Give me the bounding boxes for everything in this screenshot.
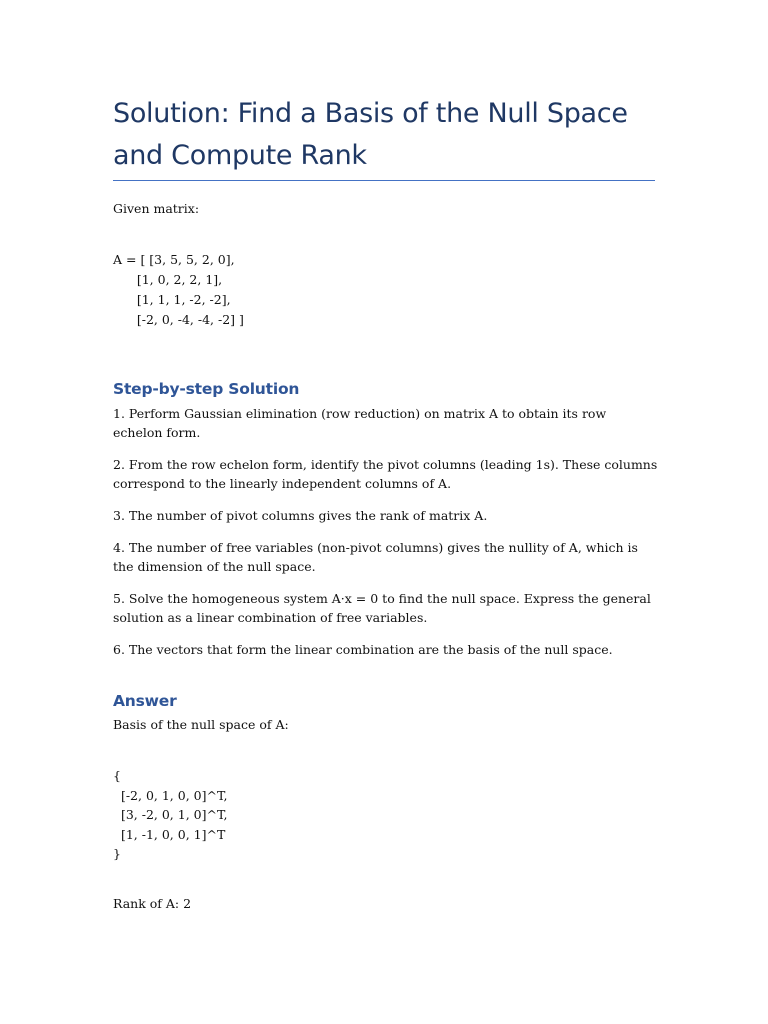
basis-label: Basis of the null space of A:: [113, 717, 289, 732]
matrix-block: [113, 250, 244, 330]
steps-heading: Step-by-step Solution: [113, 380, 300, 398]
basis-block: [113, 766, 227, 864]
step-item: 2. From the row echelon form, identify the pivot columns (leading 1s). These columns correspond to the linearly independent columns of A.: [113, 457, 658, 491]
answer-heading: Answer: [113, 692, 177, 710]
step-item: 1. Perform Gaussian elimination (row reduction) on matrix A to obtain its row echelon form.: [113, 406, 607, 440]
matrix-row: [1, 1, 1, -2, -2],: [113, 292, 231, 307]
step-item: 4. The number of free variables (non-pivot columns) gives the nullity of A, which is the dimension of the null space.: [113, 540, 638, 574]
basis-line: {: [113, 768, 121, 783]
step-item: 6. The vectors that form the linear combination are the basis of the null space.: [113, 642, 613, 657]
title-underline-rule: [113, 180, 655, 181]
matrix-row: [1, 0, 2, 2, 1],: [113, 272, 223, 287]
step-item: 3. The number of pivot columns gives the rank of matrix A.: [113, 508, 488, 523]
steps-list: [113, 404, 658, 672]
step-item: 5. Solve the homogeneous system A·x = 0 to find the null space. Express the general solution as a linear combination of free variables.: [113, 591, 651, 625]
basis-line: [-2, 0, 1, 0, 0]^T,: [113, 787, 228, 803]
basis-line: }: [113, 846, 121, 861]
basis-line: [3, -2, 0, 1, 0]^T,: [113, 807, 228, 822]
matrix-row: A = [ [3, 5, 5, 2, 0],: [113, 252, 235, 267]
rank-result: Rank of A: 2: [113, 896, 192, 911]
basis-line: [1, -1, 0, 0, 1]^T: [113, 826, 226, 842]
document-title: Solution: Find a Basis of the Null Space and Compute Rank: [113, 98, 628, 171]
given-matrix-label: Given matrix:: [113, 201, 200, 216]
matrix-row: [-2, 0, -4, -4, -2] ]: [113, 312, 244, 327]
